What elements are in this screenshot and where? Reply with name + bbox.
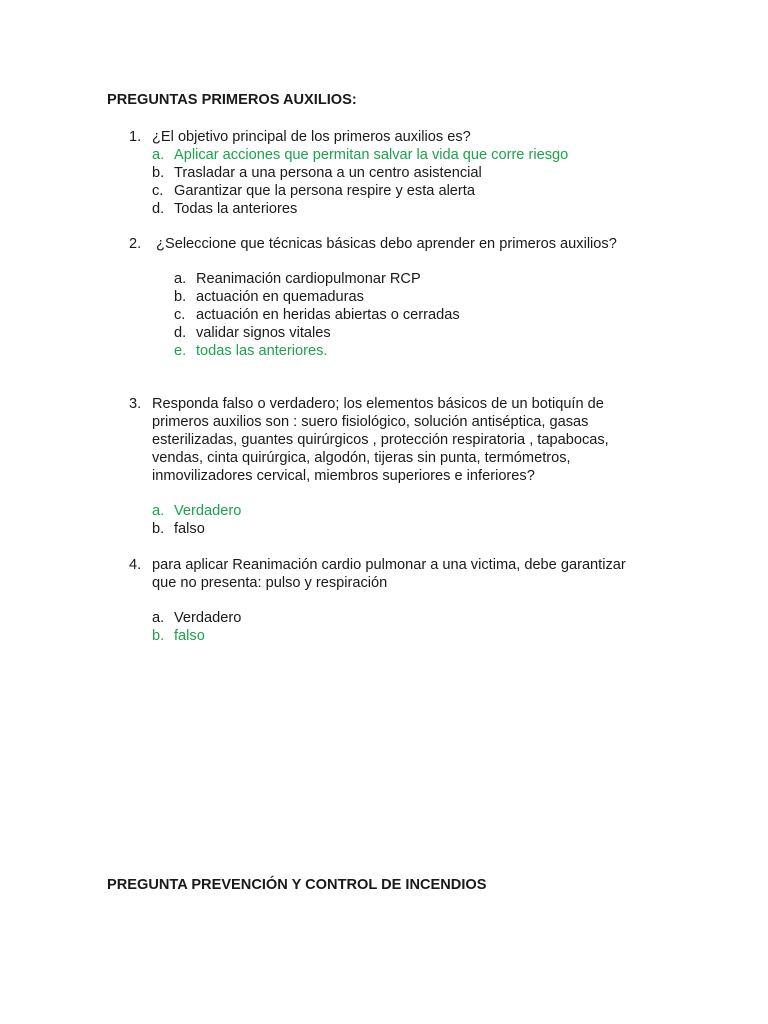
question-3 xyxy=(129,395,659,485)
option-a: a. Verdadero xyxy=(152,503,242,519)
option-a: a. Aplicar acciones que permitan salvar la vida que corre riesgo xyxy=(152,147,569,163)
option-d: d. validar signos vitales xyxy=(174,325,331,341)
option-b: b. Trasladar a una persona a un centro asistencial xyxy=(152,165,482,181)
question-text: ¿Seleccione que técnicas básicas debo aprender en primeros auxilios? xyxy=(152,236,617,252)
question-2-options xyxy=(174,270,460,360)
question-text: Responda falso o verdadero; los elementos básicos de un botiquín de primeros auxilios son : suero fisiológico, solución antiséptica, gasas esterilizadas, guantes quirúrgicos , protección respiratoria , tapabocas, vendas, cinta quirúrgica, algodón, tijeras sin punta, termómetros, inmovilizadores cervical, miembros superiores e inferiores? xyxy=(152,396,609,484)
option-b: b. falso xyxy=(152,521,205,537)
option-b: b. falso xyxy=(152,628,205,644)
question-1 xyxy=(129,128,659,146)
question-4-options xyxy=(152,609,241,645)
section-title-primeros-auxilios: PREGUNTAS PRIMEROS AUXILIOS: xyxy=(107,92,357,108)
option-d: d. Todas la anteriores xyxy=(152,201,298,217)
question-2 xyxy=(129,235,659,253)
question-1-options xyxy=(152,146,568,218)
section-title-incendios: PREGUNTA PREVENCIÓN Y CONTROL DE INCENDIOS xyxy=(107,877,487,893)
question-number: 3. xyxy=(129,396,142,412)
option-a: a. Reanimación cardiopulmonar RCP xyxy=(174,271,421,287)
option-b: b. actuación en quemaduras xyxy=(174,289,364,305)
option-e: e. todas las anteriores. xyxy=(174,343,328,359)
question-text: para aplicar Reanimación cardio pulmonar a una victima, debe garantizar que no presenta: pulso y respiración xyxy=(152,557,626,591)
option-a: a. Verdadero xyxy=(152,610,242,626)
question-3-options xyxy=(152,502,241,538)
question-4 xyxy=(129,556,659,592)
question-number: 1. xyxy=(129,129,142,145)
question-number: 4. xyxy=(129,557,142,573)
question-text: ¿El objetivo principal de los primeros auxilios es? xyxy=(152,129,471,145)
option-c: c. actuación en heridas abiertas o cerradas xyxy=(174,307,460,323)
question-number: 2. xyxy=(129,236,142,252)
option-c: c. Garantizar que la persona respire y esta alerta xyxy=(152,183,475,199)
